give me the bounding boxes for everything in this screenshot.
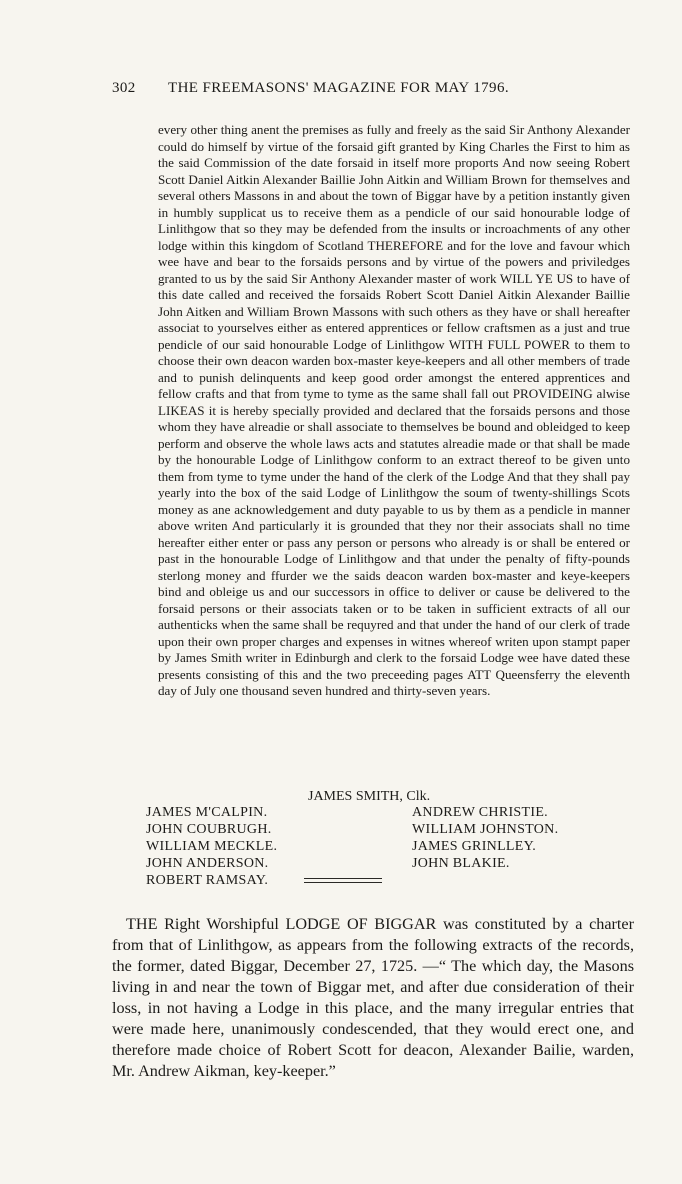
biggar-paragraph: THE Right Worshipful LODGE OF BIGGAR was constituted by a charter from that of Linlithgow, as appears from the following extracts of the records, the former, dated Biggar, December 27, 1725. —“ The which day, the Masons living in and near the town of Biggar met, and after due consideration of their loss, in not having a Lodge in this place, and the many irregular entries that were made here, unanimously condescended, that they would erect one, and therefore made choice of Robert Scott for deacon, Alexander Bailie, warden, Mr. Andrew Aikman, key-keeper.” [112,915,634,1080]
signatory: WILLIAM JOHNSTON. [412,822,559,837]
charter-text-block [158,122,630,700]
signatory: ROBERT RAMSAY. [146,873,269,888]
running-title: THE FREEMASONS' MAGAZINE FOR MAY 1796. [168,80,509,96]
signatory: JAMES GRINLLEY. [412,839,537,854]
clerk-signature: JAMES SMITH, Clk. [308,789,431,804]
charter-paragraph: every other thing anent the premises as fully and freely as the said Sir Anthony Alexander could do himself by virtue of the forsaid gift granted by King Charles the First to him as the said Commission of the date forsaid in itself more proports And now seeing Robert Scott Daniel Aitkin Alexander Baillie John Aitkin and William Brown for themselves and several others Massons in and about the town of Biggar have by a petition instantly given in humbly supplicat us to receive them as a pendicle of our said honourable lodge of Linlithgow that so they may be defended from the insults or incroachments of any other lodge within this kingdom of Scotland THEREFORE and for the love and favour which wee have and bear to the forsaids persons and by virtue of the powers and priviledges granted to us by the said Sir Anthony Alexander master of work WILL YE US to have of this date called and received the forsaids Robert Scott Daniel Aitkin Alexander Baillie John Aitken and William Brown Massons with such others as they have or shall hereafter associat to yourselves either as entered apprentices or fellow craftsmen as a just and true pendicle of our said honourable Lodge of Linlithgow WITH FULL POWER to them to choose their own deacon warden box-master keye-keepers and all other members of trade and to punish delinquents and keep good order amongst the entered apprentices and fellow crafts and that from tyme to tyme as the same shall fall out PROVIDEING alwise LIKEAS it is hereby specially provided and declared that the forsaids persons and those whom they have alreadie or shall associate to themselves be bound and obleidged to keep perform and observe the whole laws acts and statutes alreadie made or that shall be made by the honourable Lodge of Linlithgow conform to an extract thereof to be given unto them from tyme to tyme under the hand of the clerk of the Lodge And that they shall pay yearly into the box of the said Lodge of Linlithgow the soum of twenty-shillings Scots money as ane acknowledgement and duty payable to us by them as a pendicle in manner above writen And particularly it is grounded that they nor their associats shall no time hereafter either enter or pass any person or persons who already is or shall be entered or past in the honourable Lodge of Linlithgow and that under the penalty of fifty-pounds sterlong money and ffurder we the saids deacon warden box-master and keye-keepers bind and obleige us and our successors in office to deliver or cause be delivered to the forsaid persons or their associats taken or to be taken in sufficient extracts of all our authenticks when the same shall be requyred and that under the hand of our clerk of trade upon their own proper charges and expenses in witnes whereof writen upon stampt paper by James Smith writer in Edinburgh and clerk to the forsaid Lodge wee have dated these presents consisting of this and the two preceeding pages ATT Queensferry the eleventh day of July one thousand seven hundred and thirty-seven years. [158,122,630,698]
section-divider-thin [304,882,382,883]
signatories-left-column [146,804,277,889]
page-number: 302 [112,80,136,96]
signatory: WILLIAM MECKLE. [146,839,278,854]
section-divider [304,878,382,879]
signatory: JOHN COUBRUGH. [146,822,272,837]
signatory: JAMES M'CALPIN. [146,805,268,820]
signatory: JOHN ANDERSON. [146,856,269,871]
signatory: ANDREW CHRISTIE. [412,805,548,820]
signatories-right-column [412,804,558,872]
signatory: JOHN BLAKIE. [412,856,510,871]
running-header [112,80,632,97]
biggar-lodge-text-block [112,914,634,1082]
